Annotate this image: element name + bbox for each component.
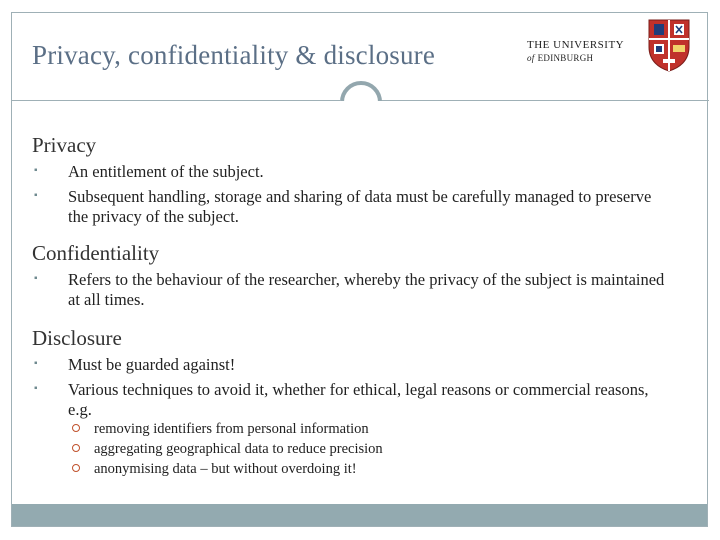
sub-bullet-item	[72, 459, 672, 479]
sub-bullet-item	[72, 419, 672, 439]
sub-bullet-item	[72, 439, 672, 459]
circle-bullet-icon	[72, 464, 80, 472]
footer-band	[12, 504, 707, 526]
bullet-item	[34, 355, 674, 375]
square-bullet-icon: ▪	[34, 190, 38, 201]
sub-bullet-text: aggregating geographical data to reduce precision	[94, 441, 383, 457]
heading-confidentiality: Confidentiality	[32, 241, 160, 265]
square-bullet-icon: ▪	[34, 273, 38, 284]
heading-disclosure: Disclosure	[32, 326, 122, 350]
heading-privacy: Privacy	[32, 133, 97, 157]
square-bullet-icon: ▪	[34, 358, 38, 369]
bullet-item	[34, 380, 674, 420]
bullet-item	[34, 270, 674, 310]
bullet-text: An entitlement of the subject.	[68, 162, 264, 181]
circle-bullet-icon	[72, 424, 80, 432]
logo-name: EDINBURGH	[537, 53, 594, 63]
slide-content	[12, 101, 707, 506]
bullet-text: Various techniques to avoid it, whether for ethical, legal reasons or commercial reasons, e.g.	[68, 380, 649, 419]
university-crest-icon	[646, 17, 692, 73]
sub-bullet-text: anonymising data – but without overdoing it!	[94, 461, 357, 477]
slide-title: Privacy, confidentiality & disclosure	[32, 40, 436, 70]
logo-line-2	[527, 53, 637, 63]
university-logo-text	[527, 39, 637, 63]
bullet-text: Must be guarded against!	[68, 355, 236, 374]
bullet-item	[34, 162, 674, 182]
square-bullet-icon: ▪	[34, 383, 38, 394]
logo-line-1: THE UNIVERSITY	[527, 39, 625, 51]
bullet-text: Subsequent handling, storage and sharing of data must be carefully managed to preserve the privacy of the subject.	[68, 187, 652, 226]
slide-frame	[11, 12, 708, 527]
circle-bullet-icon	[72, 444, 80, 452]
logo-of: of	[527, 53, 535, 63]
square-bullet-icon: ▪	[34, 165, 38, 176]
bullet-item	[34, 187, 674, 227]
sub-bullet-text: removing identifiers from personal information	[94, 421, 369, 437]
bullet-text: Refers to the behaviour of the researcher, whereby the privacy of the subject is maintained at all times.	[68, 270, 665, 309]
